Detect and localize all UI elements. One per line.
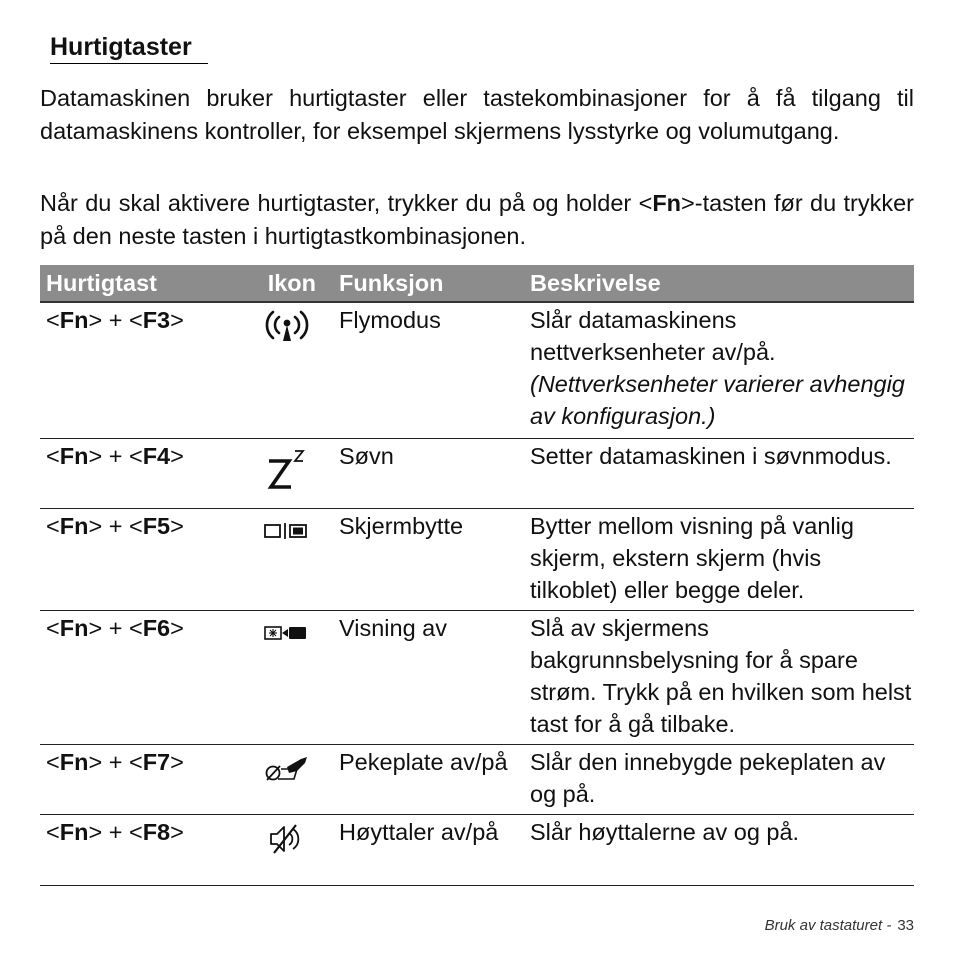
description-cell: Slår den innebygde pekeplaten av og på. <box>530 749 886 807</box>
hotkey-cell: <Fn> + <F4> <box>46 443 184 469</box>
header-icon: Ikon <box>267 270 316 296</box>
table-header <box>40 265 914 303</box>
function-cell: Høyttaler av/på <box>339 819 499 845</box>
footer-section: Bruk av tastaturet - <box>764 917 892 934</box>
table-row <box>40 611 914 745</box>
display-toggle-icon <box>263 513 311 549</box>
page-footer <box>765 917 914 934</box>
description-cell: Slår høyttalerne av og på. <box>530 819 800 845</box>
function-cell: Søvn <box>339 443 394 469</box>
header-hotkey: Hurtigtast <box>46 270 157 296</box>
table-row <box>40 509 914 611</box>
description-cell: Setter datamaskinen i søvnmodus. <box>530 443 892 469</box>
function-cell: Skjermbytte <box>339 513 464 539</box>
table-row <box>40 439 914 509</box>
hotkey-table <box>40 265 914 886</box>
hotkey-cell: <Fn> + <F6> <box>46 615 184 641</box>
wireless-icon <box>263 307 311 347</box>
description-cell: Slå av skjermens bakgrunnsbelysning for å spare strøm. Trykk på en hvilken som helst tast for å gå tilbake. <box>530 615 912 737</box>
function-cell: Visning av <box>339 615 447 641</box>
table-row <box>40 745 914 815</box>
hotkey-cell: <Fn> + <F3> <box>46 307 184 333</box>
hotkey-cell: <Fn> + <F5> <box>46 513 184 539</box>
header-function: Funksjon <box>339 270 444 296</box>
table-row <box>40 303 914 439</box>
function-cell: Flymodus <box>339 307 441 333</box>
function-cell: Pekeplate av/på <box>339 749 508 775</box>
speaker-mute-icon <box>263 819 311 859</box>
activation-paragraph <box>40 187 914 252</box>
hotkey-cell: <Fn> + <F8> <box>46 819 184 845</box>
table-row <box>40 815 914 886</box>
p2-text-after: >-tasten før du trykker på den neste tasten i hurtigtastkombinasjonen. <box>40 190 914 249</box>
intro-paragraph: Datamaskinen bruker hurtigtaster eller tastekombinasjoner for å få tilgang til datamaskinens kontroller, for eksempel skjermens lysstyrke og volumutgang. <box>40 85 914 144</box>
touchpad-toggle-icon <box>263 749 311 789</box>
hotkey-cell: <Fn> + <F7> <box>46 749 184 775</box>
description-cell: Slår datamaskinens nettverksenheter av/på. (Nettverksenheter varierer avhengig av konfigurasjon.) <box>530 307 905 429</box>
p2-text-before: Når du skal aktivere hurtigtaster, trykker du på og holder < <box>40 190 653 216</box>
header-description: Beskrivelse <box>530 270 661 296</box>
heading-underline <box>50 63 208 64</box>
page-heading: Hurtigtaster <box>50 33 192 61</box>
description-cell: Bytter mellom visning på vanlig skjerm, ekstern skjerm (hvis tilkoblet) eller begge deler. <box>530 513 854 603</box>
sleep-zz-icon <box>263 443 311 493</box>
display-off-icon <box>263 615 311 651</box>
page-number: 33 <box>897 917 914 934</box>
p2-fn-key: Fn <box>652 190 682 216</box>
description-note: (Nettverksenheter varierer avhengig av konfigurasjon.) <box>530 371 905 429</box>
